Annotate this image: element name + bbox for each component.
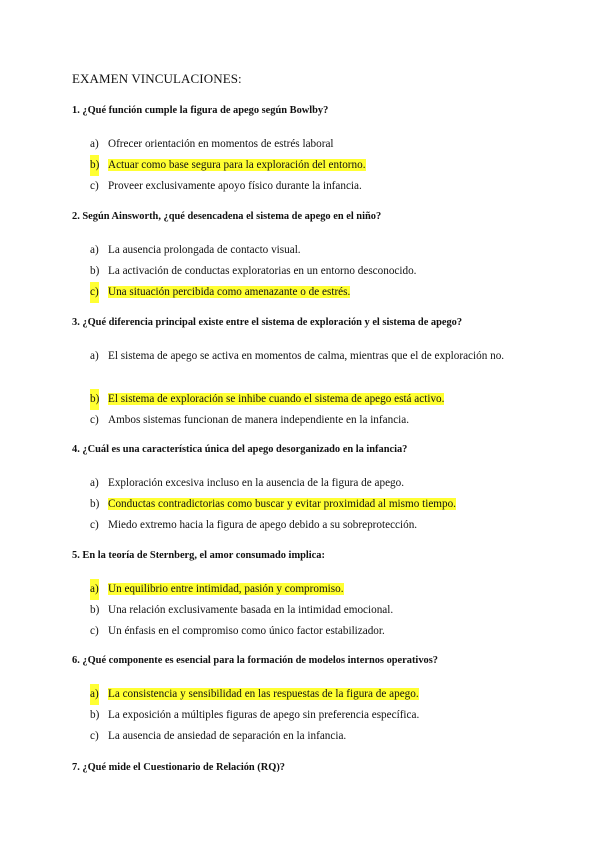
option-6b — [90, 705, 530, 726]
option-2c — [90, 282, 530, 303]
option-text: Ofrecer orientación en momentos de estrés laboral — [108, 138, 334, 150]
option-letter: a) — [90, 684, 99, 705]
question-7: 7. ¿Qué mide el Cuestionario de Relación (RQ)? — [72, 762, 285, 773]
option-2b — [90, 261, 530, 282]
option-1c — [90, 176, 530, 197]
option-letter: a) — [90, 350, 99, 362]
option-5c — [90, 621, 530, 642]
option-letter: c) — [90, 519, 99, 531]
option-4b — [90, 494, 530, 515]
question-5: 5. En la teoría de Sternberg, el amor consumado implica: — [72, 550, 325, 561]
option-text: El sistema de apego se activa en momentos de calma, mientras que el de exploración no. — [108, 350, 505, 362]
option-text: La exposición a múltiples figuras de apego sin preferencia específica. — [108, 709, 420, 721]
option-text-highlighted: Una situación percibida como amenazante o de estrés. — [108, 286, 351, 298]
option-text: Un énfasis en el compromiso como único factor estabilizador. — [108, 625, 385, 637]
option-letter: a) — [90, 579, 99, 600]
option-letter: b) — [90, 389, 99, 410]
option-3c — [90, 410, 530, 431]
question-2: 2. Según Ainsworth, ¿qué desencadena el sistema de apego en el niño? — [72, 211, 382, 222]
option-5b — [90, 600, 530, 621]
option-letter: b) — [90, 498, 100, 510]
option-6a — [90, 684, 530, 705]
option-letter: a) — [90, 244, 99, 256]
question-6: 6. ¿Qué componente es esencial para la formación de modelos internos operativos? — [72, 655, 438, 666]
option-text: La ausencia de ansiedad de separación en la infancia. — [108, 730, 347, 742]
option-text: La ausencia prolongada de contacto visual. — [108, 244, 301, 256]
option-text: Miedo extremo hacia la figura de apego debido a su sobreprotección. — [108, 519, 418, 531]
option-text-highlighted: Un equilibrio entre intimidad, pasión y compromiso. — [108, 583, 344, 595]
option-1a — [90, 134, 530, 155]
option-text: Exploración excesiva incluso en la ausencia de la figura de apego. — [108, 477, 405, 489]
option-letter: c) — [90, 180, 99, 192]
option-text-highlighted: Actuar como base segura para la exploración del entorno. — [108, 159, 366, 171]
option-2a — [90, 240, 530, 261]
option-letter: b) — [90, 604, 100, 616]
option-text: Proveer exclusivamente apoyo físico durante la infancia. — [108, 180, 362, 192]
option-4a — [90, 473, 530, 494]
option-letter: a) — [90, 477, 99, 489]
option-1b — [90, 155, 530, 176]
option-4c — [90, 515, 530, 536]
question-3: 3. ¿Qué diferencia principal existe entre el sistema de exploración y el sistema de apego? — [72, 317, 463, 328]
option-text: Una relación exclusivamente basada en la intimidad emocional. — [108, 604, 394, 616]
option-letter: c) — [90, 414, 99, 426]
option-text: Ambos sistemas funcionan de manera independiente en la infancia. — [108, 414, 410, 426]
option-letter: a) — [90, 138, 99, 150]
option-3a — [90, 346, 530, 367]
option-letter: b) — [90, 155, 99, 176]
option-text-highlighted: El sistema de exploración se inhibe cuando el sistema de apego está activo. — [108, 393, 445, 405]
option-letter: b) — [90, 709, 100, 721]
option-text: La activación de conductas exploratorias en un entorno desconocido. — [108, 265, 417, 277]
option-letter: b) — [90, 265, 100, 277]
option-text-highlighted: Conductas contradictorias como buscar y evitar proximidad al mismo tiempo. — [108, 498, 456, 510]
question-4: 4. ¿Cuál es una característica única del apego desorganizado en la infancia? — [72, 444, 408, 455]
option-letter: c) — [90, 730, 99, 742]
option-text-highlighted: La consistencia y sensibilidad en las respuestas de la figura de apego. — [108, 688, 419, 700]
option-letter: c) — [90, 282, 99, 303]
option-letter: c) — [90, 625, 99, 637]
option-3b — [90, 389, 530, 410]
document-title: EXAMEN VINCULACIONES: — [72, 71, 242, 86]
option-6c — [90, 726, 530, 747]
question-1: 1. ¿Qué función cumple la figura de apego según Bowlby? — [72, 105, 329, 116]
option-5a — [90, 579, 530, 600]
